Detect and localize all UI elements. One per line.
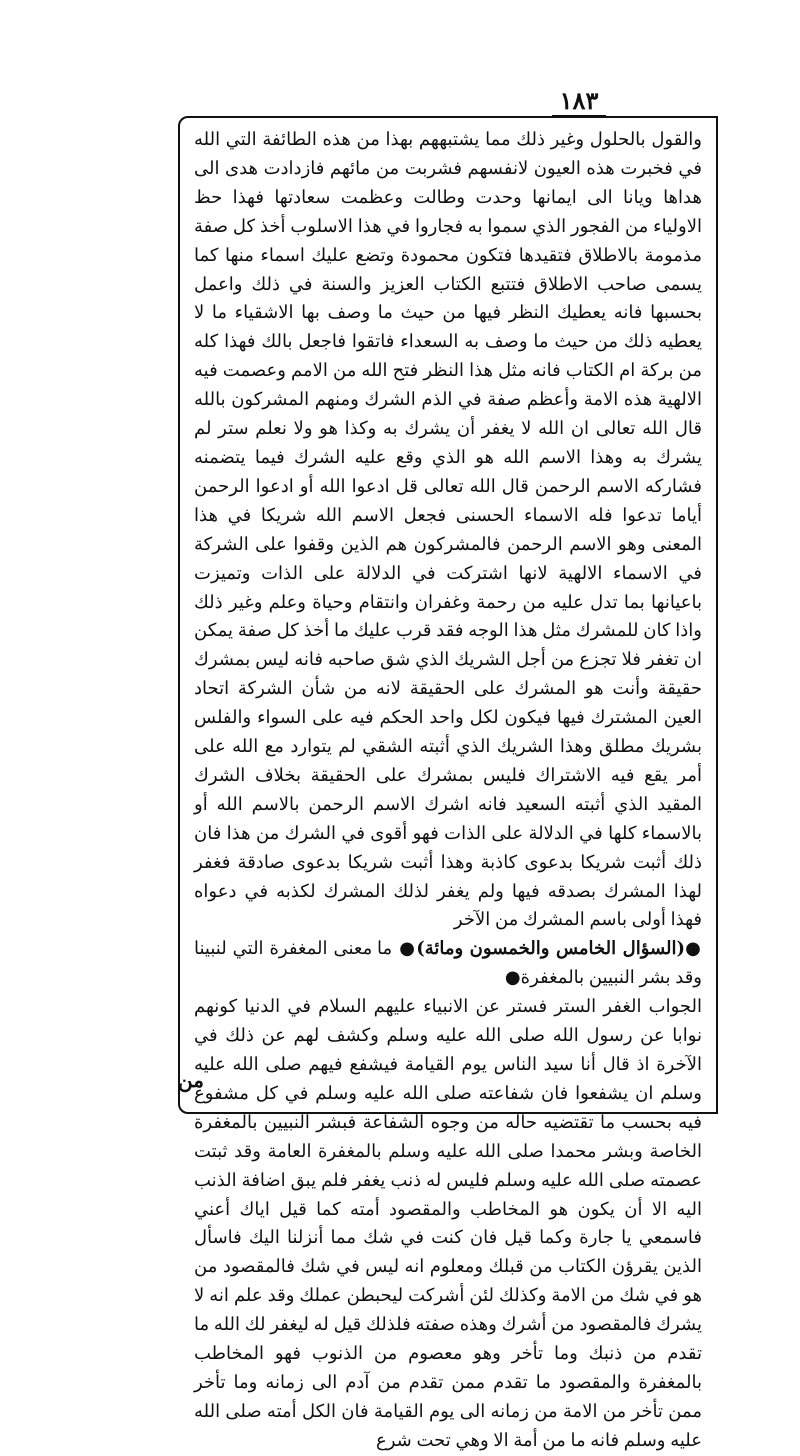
- question-line: [194, 935, 702, 993]
- section-heading: (السؤال الخامس والخمسون ومائة): [416, 938, 686, 960]
- page-number: ١٨٣: [548, 86, 610, 115]
- paragraph-2: الجواب الغفر الستر فستر عن الانبياء عليهم السلام في الدنيا كونهم نوابا عن رسول الله صلى الله عليه وسلم وكشف لهم عن ذلك في الآخرة اذ قال أنا سيد الناس يوم القيامة فيشفع فيهم صلى الله عليه وسلم ان يشفعوا فان شفاعته صلى الله عليه وسلم في كل مشفوع فيه بحسب ما تقتضيه حاله من وجوه الشفاعة فبشر النبيين بالمغفرة الخاصة وبشر محمدا صلى الله عليه وسلم بالمغفرة العامة وقد ثبتت عصمته صلى الله عليه وسلم فليس له ذنب يغفر فلم يبق اضافة الذنب اليه الا أن يكون هو المخاطب والمقصود أمته كما قيل اياك أعني فاسمعي يا جارة وكما قيل فان كنت في شك مما أنزلنا اليك فاسأل الذين يقرؤن الكتاب من قبلك ومعلوم انه ليس في شك فالمقصود من هو في شك من الامة وكذلك لئن أشركت ليحبطن عملك وقد علم انه لا يشرك فالمقصود من أشرك وهذه صفته فلذلك قيل له ليغفر لك الله ما تقدم من ذنبك وما تأخر وهو معصوم من الذنوب فهو المخاطب بالمغفرة والمقصود ما تقدم ممن تقدم من آدم الى زمانه وما تأخر ممن تأخر من الامة من زمانه الى يوم القيامة فان الكل أمته صلى الله عليه وسلم فانه ما من أمة الا وهي تحت شرع: [194, 996, 702, 1451]
- body-text: [194, 126, 702, 1456]
- section-marker-mid: ●: [398, 938, 417, 960]
- text-frame: [178, 116, 718, 1451]
- question-text: ما معنى المغفرة التي لنبينا وقد بشر النبيين بالمغفرة: [194, 938, 702, 989]
- section-marker-close: ●: [504, 967, 521, 989]
- section-marker-open: ●: [685, 938, 702, 960]
- catchword: من: [178, 1068, 204, 1092]
- paragraph-1: والقول بالحلول وغير ذلك مما يشتبههم بهذا من هذه الطائفة التي الله في فخبرت هذه العيون لانفسهم فشربت من مائهم فازدادت هدى الى هداها ويانا الى ايمانها وحدت وطالت وعظمت سعادتها فهذا حظ الاولياء من الفجور الذي سموا به فجاروا في هذا الاسلوب أخذ كل صفة مذمومة بالاطلاق فتقيدها فتكون محمودة وتضع عليك اسماء منها كما يسمى صاحب الاطلاق فتتبع الكتاب العزيز والسنة في ذلك واعمل بحسبها فانه يعطيك النظر فيها من حيث ما وصف بها الاشقياء ما لا يعطيه ذلك من حيث ما وصف به السعداء فاتقوا فاجعل بالك فهذا كله من بركة ام الكتاب فانه مثل هذا النظر فتح الله من الامم وعصمت فيه الالهية هذه الامة وأعظم صفة في الذم الشرك ومنهم المشركون بالله قال الله تعالى ان الله لا يغفر أن يشرك به وكذا هو ولا نعلم ستر لم يشرك به وهذا الاسم الله هو الذي وقع عليه الشرك فيما يتضمنه فشاركه الاسم الرحمن قال الله تعالى قل ادعوا الله أو ادعوا الرحمن أياما تدعوا فله الاسماء الحسنى فجعل الاسم الله شريكا في هذا المعنى وهو الاسم الرحمن فالمشركون هم الذين وقفوا على الشركة في الاسماء الالهية لانها اشتركت في الدلالة على الذات وتميزت باعيانها بما تدل عليه من رحمة وغفران وانتقام وحياة وعلم وغير ذلك واذا كان للمشرك مثل هذا الوجه فقد قرب عليك ما أخذ كل صفة يمكن ان تغفر فلا تجزع من أجل الشريك الذي شق صاحبه فانه ليس بمشرك حقيقة وأنت هو المشرك على الحقيقة لانه من شأن الشركة اتحاد العين المشترك فيها فيكون لكل واحد الحكم فيه على السواء والفلس بشريك مطلق وهذا الشريك الذي أثبته الشقي لم يتوارد مع الله على أمر يقع فيه الاشتراك فليس بمشرك على الحقيقة بخلاف الشرك المقيد الذي أثبته السعيد فانه اشرك الاسم الرحمن بالاسم الله أو بالاسماء كلها في الدلالة على الذات فهو أقوى في الشرك من هذا فان ذلك أثبت شريكا بدعوى كاذبة وهذا أثبت شريكا بدعوى صادقة فغفر لهذا المشرك بصدقه فيها ولم يغفر لذلك المشرك لكذبه في دعواه فهذا أولى باسم المشرك من الآخر: [194, 129, 702, 931]
